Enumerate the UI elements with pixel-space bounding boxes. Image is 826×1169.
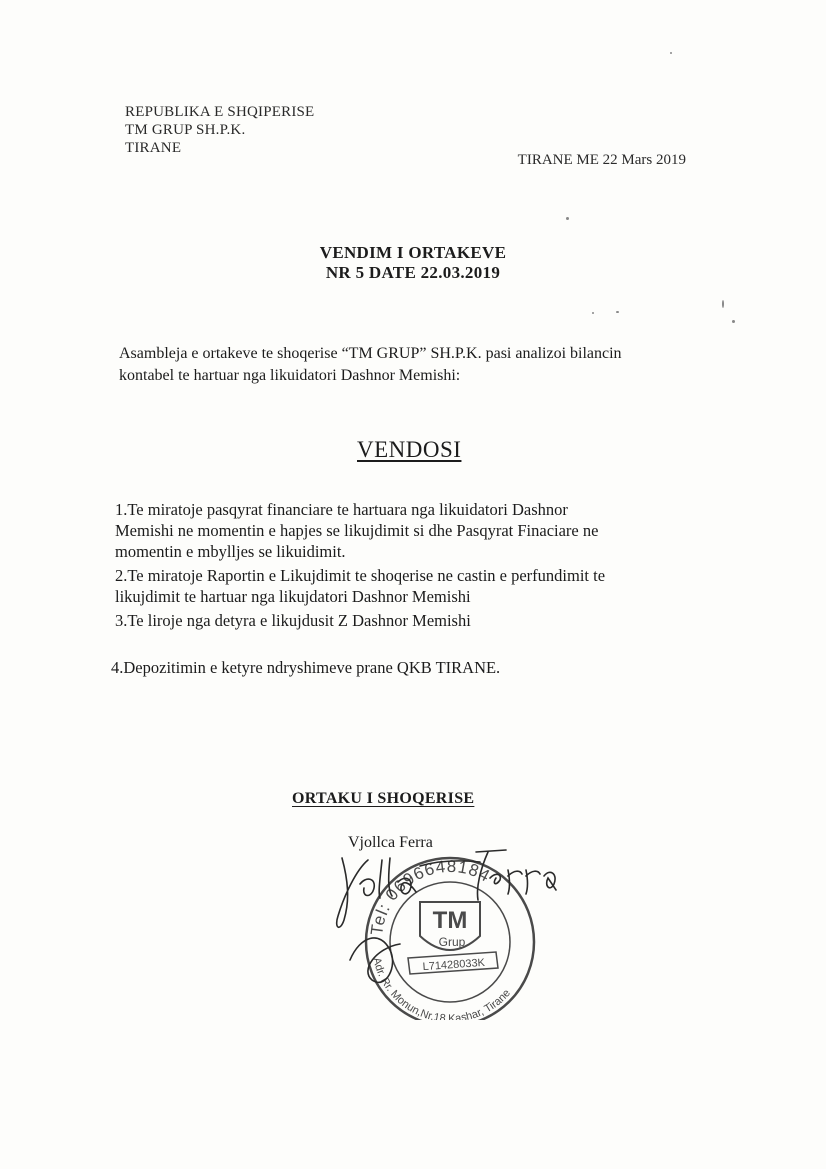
signature-title: ORTAKU I SHOQERISE xyxy=(292,790,475,807)
scan-speck xyxy=(732,320,735,323)
signer-name: Vjollca Ferra xyxy=(348,834,433,851)
stamp-address-text: Adr. Rr. Monun,Nr.18,Kashar, Tirane xyxy=(370,956,513,1020)
company-stamp-graphic xyxy=(320,840,560,1020)
stamp-phone-text: Tel: 0696648184 xyxy=(367,856,494,937)
decision-item-1-line-1: 1.Te miratoje pasqyrat financiare te hartuara nga likuidatori Dashnor xyxy=(115,500,568,519)
header-city: TIRANE xyxy=(125,140,182,156)
intro-line-1: Asambleja e ortakeve te shoqerise “TM GRUP” SH.P.K. pasi analizoi bilancin xyxy=(119,345,622,362)
stamp-logo-tm: TM xyxy=(432,907,468,934)
intro-line-2: kontabel te hartuar nga likuidatori Dashnor Memishi: xyxy=(119,367,461,384)
signature-and-stamp xyxy=(320,840,560,1020)
svg-text:Tel: 0696648184 xyxy=(367,857,494,936)
document-number-date: NR 5 DATE 22.03.2019 xyxy=(325,263,501,282)
stamp-logo-grup: Grup xyxy=(438,935,466,949)
scan-speck xyxy=(592,312,594,314)
stamp-nipt: L71428033K xyxy=(422,956,486,974)
header-country: REPUBLIKA E SHQIPERISE xyxy=(125,104,315,120)
scan-speck xyxy=(566,217,569,220)
scan-speck xyxy=(670,52,672,54)
scan-speck xyxy=(616,311,619,313)
scan-speck xyxy=(722,300,724,308)
decision-item-2-line-2: likujdimit te hartuar nga likujdatori Dashnor Memishi xyxy=(115,587,471,606)
decision-item-1-line-3: momentin e mbylljes se likuidimit. xyxy=(115,542,346,561)
document-title: VENDIM I ORTAKEVE xyxy=(319,243,507,262)
header-company: TM GRUP SH.P.K. xyxy=(125,122,246,138)
decision-heading: VENDOSI xyxy=(357,437,462,462)
decision-item-1-line-2: Memishi ne momentin e hapjes se likujdimit si dhe Pasqyrat Finaciare ne xyxy=(115,521,599,540)
decision-item-2-line-1: 2.Te miratoje Raportin e Likujdimit te shoqerise ne castin e perfundimit te xyxy=(115,566,606,585)
place-date: TIRANE ME 22 Mars 2019 xyxy=(517,152,686,168)
decision-item-4: 4.Depozitimin e ketyre ndryshimeve prane QKB TIRANE. xyxy=(111,658,501,677)
decision-item-3: 3.Te liroje nga detyra e likujdusit Z Dashnor Memishi xyxy=(115,611,471,630)
